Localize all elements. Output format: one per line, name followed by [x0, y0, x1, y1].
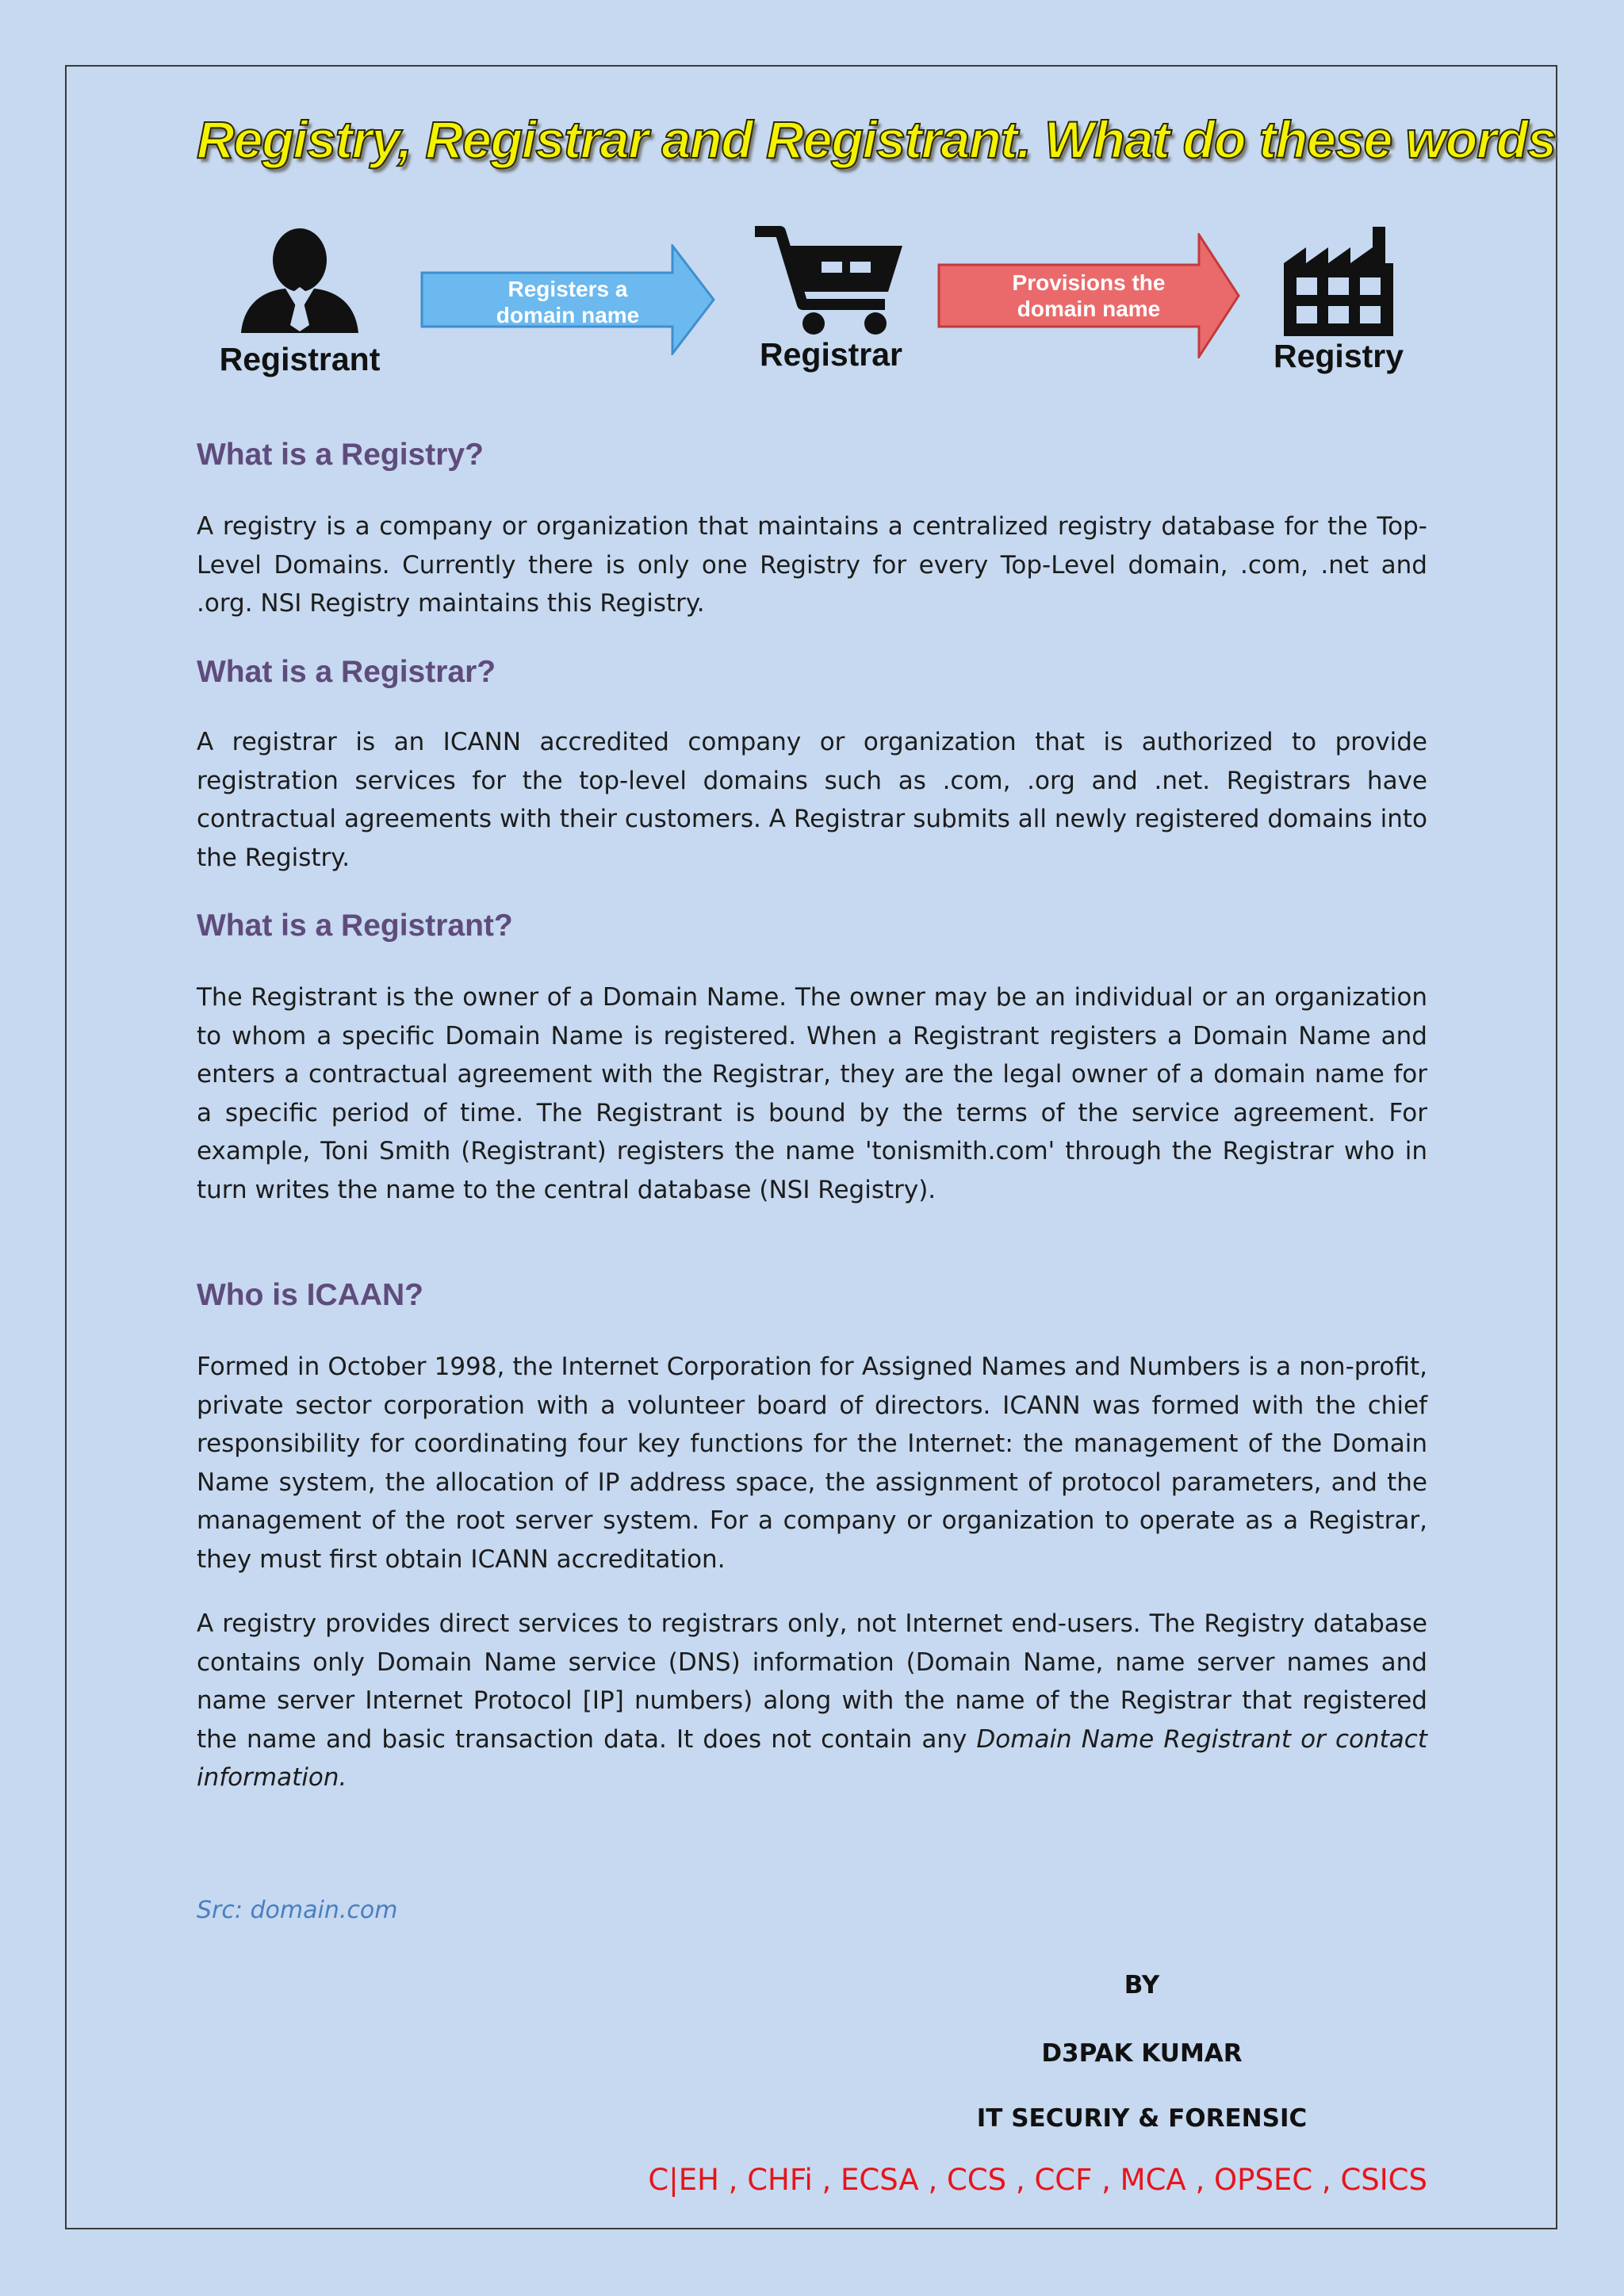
registrar-node [736, 224, 926, 373]
paragraph-registrar: A registrar is an ICANN accredited company or organization that is authorized to provide registration services for the top-level domains such as .com, .org and .net. Registrars have contractual agreements with their customers. A Registrar submits all newly registered domains into the Registry. [197, 728, 1427, 872]
arrow1-line2: domain name [496, 303, 640, 327]
heading-icann: Who is ICAAN? [197, 1278, 423, 1312]
paragraph-registry: A registry is a company or organization that maintains a centralized registry database for the Top-Level Domains. Currently there is only one Registry for every Top-Level domain, .com, .net and .org. NSI Registry maintains this Registry. [197, 512, 1427, 618]
author-name: D3PAK KUMAR [1041, 2039, 1243, 2068]
person-icon [236, 224, 363, 341]
document-title: Registry, Registrar and Registrant. What do these words [197, 110, 1556, 169]
closing-text: A registry provides direct services to registrars only, not Internet end-users. The Registry database contains only Domain Name service (DNS) information (Domain Name, name server names and name server Internet Protocol [IP] numbers) along with the name of the Registrar that registered the name and basic transaction data. It does not contain any [197, 1609, 1427, 1754]
author-certifications: C|EH , CHFi , ECSA , CCS , CCF , MCA , OPSEC , CSICS [648, 2163, 1427, 2197]
flow-diagram [197, 224, 1427, 398]
provisions-arrow [937, 233, 1240, 358]
registrar-label: Registrar [759, 336, 902, 373]
heading-registry: What is a Registry? [197, 438, 484, 472]
factory-icon [1279, 224, 1398, 341]
source-credit: Src: domain.com [197, 1896, 398, 1924]
byline-by: BY [1124, 1971, 1160, 1999]
paragraph-icann: Formed in October 1998, the Internet Corporation for Assigned Names and Numbers is a non-profit, private sector corporation with a volunteer board of directors. ICANN was formed with the chief responsibility for coordinating four key functions for the Internet: the management of the Domain Name system, the allocation of IP address space, the assignment of protocol parameters, and the management of the root server system. For a company or organization to operate as a Registrar, they must first obtain ICANN accreditation. [197, 1353, 1427, 1574]
registrant-label: Registrant [219, 341, 381, 377]
registrant-node [197, 224, 403, 378]
author-role: IT SECURIY & FORENSIC [976, 2104, 1308, 2133]
heading-registrant: What is a Registrant? [197, 909, 513, 943]
shopping-cart-icon [752, 224, 910, 338]
arrow2-line2: domain name [1017, 297, 1161, 321]
registers-arrow [420, 244, 715, 355]
registry-label: Registry [1273, 338, 1404, 374]
closing-italic-text: Domain Name Registrant or contact information. [197, 1724, 1427, 1792]
heading-registrar: What is a Registrar? [197, 655, 496, 689]
arrow1-line1: Registers a [508, 277, 628, 301]
paragraph-registrant: The Registrant is the owner of a Domain Name. The owner may be an individual or an organization to whom a specific Domain Name is registered. When a Registrant registers a Domain Name and enters a contractual agreement with the Registrar, they are the legal owner of a domain name for a specific period of time. The Registrant is bound by the terms of the service agreement. For example, Toni Smith (Registrant) registers the name 'tonismith.com' through the Registrar who in turn writes the name to the central database (NSI Registry). [197, 983, 1427, 1204]
registry-node [1251, 224, 1426, 375]
arrow2-line1: Provisions the [1012, 270, 1166, 295]
paragraph-closing [197, 1605, 1427, 1797]
